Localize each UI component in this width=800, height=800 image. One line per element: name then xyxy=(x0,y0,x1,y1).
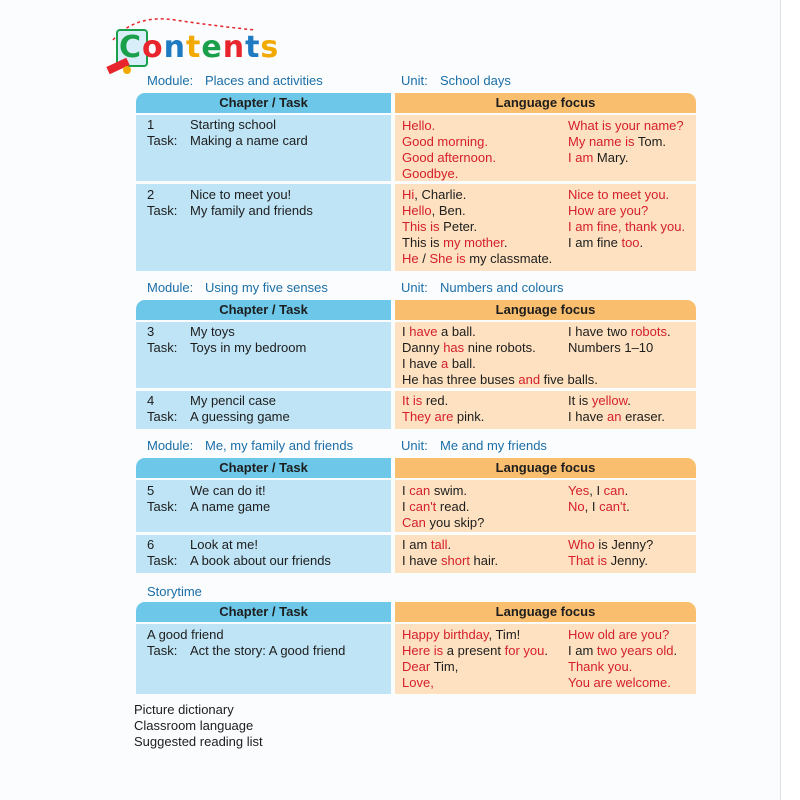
unit-row xyxy=(401,73,511,88)
focus-text: Tom. xyxy=(634,134,667,149)
title-letter: o xyxy=(142,30,164,65)
focus-text: , Charlie. xyxy=(414,187,467,202)
focus-text: you skip? xyxy=(425,515,485,530)
chapter-title: My pencil case xyxy=(190,393,276,408)
focus-line xyxy=(402,553,498,569)
focus-keyword: Happy birthday xyxy=(402,627,489,642)
focus-line xyxy=(568,499,630,515)
chapter-task-header: Chapter / Task xyxy=(136,300,391,320)
task-label: Task: xyxy=(147,643,178,658)
language-focus-header: Language focus xyxy=(395,93,696,113)
title-letter: t xyxy=(186,30,202,65)
focus-text: my classmate. xyxy=(465,251,553,266)
focus-line xyxy=(402,187,552,203)
focus-keyword: have xyxy=(409,324,438,339)
focus-keyword: How are you? xyxy=(568,203,649,218)
unit-name: Numbers and colours xyxy=(440,280,564,295)
focus-line xyxy=(402,409,484,425)
focus-line xyxy=(568,643,677,659)
focus-text: I xyxy=(402,499,410,514)
focus-line xyxy=(568,553,653,569)
focus-text: , I xyxy=(584,499,600,514)
task-name: Act the story: A good friend xyxy=(190,643,346,658)
focus-text: I have xyxy=(402,356,442,371)
focus-keyword: Nice to meet you. xyxy=(568,187,670,202)
focus-column-1 xyxy=(402,483,484,531)
focus-keyword: Here is xyxy=(402,643,444,658)
focus-keyword: Dear xyxy=(402,659,431,674)
chapter-task-header: Chapter / Task xyxy=(136,458,391,478)
chapter-number: 5 xyxy=(147,483,155,498)
focus-keyword: two years old xyxy=(596,643,674,658)
module-row xyxy=(147,73,323,88)
focus-keyword: Who xyxy=(568,537,595,552)
focus-line xyxy=(402,372,598,388)
focus-line xyxy=(402,150,496,166)
focus-column-2 xyxy=(568,118,684,166)
unit-name: Me and my friends xyxy=(440,438,547,453)
focus-column-1 xyxy=(402,187,552,267)
focus-keyword: Thank you. xyxy=(568,659,633,674)
focus-text: ball. xyxy=(448,356,476,371)
focus-keyword: This is xyxy=(402,219,440,234)
focus-line xyxy=(402,134,496,150)
module-label: Module: xyxy=(147,438,194,453)
focus-keyword: How old are you? xyxy=(568,627,670,642)
focus-line xyxy=(402,643,548,659)
focus-text: swim. xyxy=(430,483,468,498)
chapter-task-header: Chapter / Task xyxy=(136,93,391,113)
title-letter: t xyxy=(245,30,261,65)
focus-keyword: Hello xyxy=(402,203,432,218)
focus-line xyxy=(568,340,671,356)
focus-line xyxy=(568,627,677,643)
unit-name: School days xyxy=(440,73,511,88)
focus-line xyxy=(402,659,548,675)
focus-keyword: I am fine, thank you. xyxy=(568,219,686,234)
focus-keyword: Yes xyxy=(568,483,590,498)
focus-text: , Ben. xyxy=(431,203,466,218)
focus-text: . xyxy=(667,324,671,339)
focus-line xyxy=(402,537,498,553)
focus-text: . xyxy=(673,643,678,658)
focus-line xyxy=(402,627,548,643)
focus-keyword: They are xyxy=(402,409,454,424)
unit-label: Unit: xyxy=(401,280,428,295)
focus-line xyxy=(568,235,685,251)
focus-text: eraser. xyxy=(621,409,665,424)
module-name: Me, my family and friends xyxy=(205,438,354,453)
focus-line xyxy=(568,187,685,203)
task-name: My family and friends xyxy=(190,203,313,218)
chapter-title: My toys xyxy=(190,324,235,339)
focus-line xyxy=(568,219,685,235)
focus-text: Peter. xyxy=(439,219,478,234)
focus-keyword: Can xyxy=(402,515,426,530)
focus-line xyxy=(568,659,677,675)
focus-text: . xyxy=(447,537,452,552)
focus-text: I have xyxy=(402,553,442,568)
title-letter: s xyxy=(260,30,280,65)
focus-text: I am xyxy=(402,537,431,552)
focus-text: hair. xyxy=(469,553,499,568)
focus-text: I xyxy=(402,324,410,339)
focus-keyword: too xyxy=(621,235,640,250)
focus-text: I am fine xyxy=(568,235,622,250)
focus-line xyxy=(402,251,552,267)
focus-line xyxy=(402,356,598,372)
focus-line xyxy=(402,166,496,182)
module-row xyxy=(147,280,328,295)
focus-text: pink. xyxy=(453,409,485,424)
focus-text: This is xyxy=(402,235,444,250)
focus-text: . xyxy=(544,643,548,658)
chapter-task-header: Chapter / Task xyxy=(136,602,391,622)
chapter-title: Nice to meet you! xyxy=(190,187,292,202)
focus-keyword: He xyxy=(402,251,419,266)
focus-keyword: No xyxy=(568,499,585,514)
focus-line xyxy=(402,393,484,409)
focus-line xyxy=(568,675,677,691)
unit-label: Unit: xyxy=(401,438,428,453)
task-name: Toys in my bedroom xyxy=(190,340,307,355)
focus-text: Danny xyxy=(402,340,444,355)
focus-column-1 xyxy=(402,393,484,425)
focus-text: / xyxy=(418,251,430,266)
focus-column-2 xyxy=(568,324,671,356)
focus-keyword: has xyxy=(443,340,465,355)
focus-text: read. xyxy=(436,499,470,514)
focus-keyword: Good afternoon. xyxy=(402,150,496,165)
task-label: Task: xyxy=(147,203,178,218)
module-name: Places and activities xyxy=(205,73,323,88)
chapter-title: Starting school xyxy=(190,117,276,132)
module-row xyxy=(147,438,353,453)
title-letter: C xyxy=(119,30,143,65)
task-label: Task: xyxy=(147,340,178,355)
focus-text: He has three buses xyxy=(402,372,519,387)
storytime-title: Storytime xyxy=(147,584,202,599)
focus-text: five balls. xyxy=(540,372,598,387)
focus-line xyxy=(568,537,653,553)
focus-text: . xyxy=(627,393,631,408)
focus-line xyxy=(568,483,630,499)
title-letter: e xyxy=(201,30,223,65)
language-focus-header: Language focus xyxy=(395,458,696,478)
module-label: Module: xyxy=(147,280,194,295)
focus-keyword: That is xyxy=(568,553,608,568)
focus-keyword: Good morning. xyxy=(402,134,488,149)
focus-line xyxy=(568,409,665,425)
task-label: Task: xyxy=(147,499,178,514)
unit-label: Unit: xyxy=(401,73,428,88)
focus-line xyxy=(568,118,684,134)
title-letter: n xyxy=(222,30,246,65)
focus-text: . xyxy=(626,499,630,514)
focus-keyword: I am xyxy=(568,150,594,165)
focus-keyword: What is your name? xyxy=(568,118,684,133)
focus-text: Mary. xyxy=(593,150,629,165)
task-label: Task: xyxy=(147,553,178,568)
focus-keyword: can't xyxy=(409,499,437,514)
focus-keyword: a xyxy=(441,356,449,371)
contents-title xyxy=(119,30,279,65)
focus-line xyxy=(402,118,496,134)
focus-keyword: for you xyxy=(504,643,545,658)
focus-column-1 xyxy=(402,627,548,691)
focus-line xyxy=(402,499,484,515)
focus-keyword: and xyxy=(518,372,541,387)
focus-text: I have two xyxy=(568,324,631,339)
focus-text: . xyxy=(503,235,508,250)
focus-text: nine robots. xyxy=(464,340,536,355)
focus-line xyxy=(402,203,552,219)
unit-row xyxy=(401,438,547,453)
task-name: Making a name card xyxy=(190,133,308,148)
chapter-title: Look at me! xyxy=(190,537,258,552)
focus-line xyxy=(402,483,484,499)
focus-column-2 xyxy=(568,483,630,515)
bottom-link-suggested-reading[interactable]: Suggested reading list xyxy=(134,734,263,749)
unit-row xyxy=(401,280,564,295)
focus-text: a present xyxy=(443,643,505,658)
focus-text: red. xyxy=(422,393,449,408)
focus-column-2 xyxy=(568,627,677,691)
focus-text: . xyxy=(624,483,629,498)
focus-text: I xyxy=(402,483,410,498)
language-focus-header: Language focus xyxy=(395,602,696,622)
focus-keyword: Hi xyxy=(402,187,415,202)
focus-keyword: Goodbye. xyxy=(402,166,459,181)
focus-keyword: You are welcome. xyxy=(568,675,671,690)
focus-column-1 xyxy=(402,118,496,182)
language-focus-header: Language focus xyxy=(395,300,696,320)
chapter-title: We can do it! xyxy=(190,483,266,498)
focus-line xyxy=(402,515,484,531)
focus-keyword: robots xyxy=(630,324,668,339)
focus-line xyxy=(402,675,548,691)
focus-line xyxy=(402,235,552,251)
focus-text: Jenny. xyxy=(607,553,648,568)
focus-text: is Jenny? xyxy=(594,537,654,552)
focus-column-2 xyxy=(568,393,665,425)
task-name: A book about our friends xyxy=(190,553,331,568)
title-letter: n xyxy=(163,30,187,65)
bottom-link-classroom-language[interactable]: Classroom language xyxy=(134,718,254,733)
focus-line xyxy=(568,203,685,219)
focus-text: , Tim! xyxy=(488,627,521,642)
focus-keyword: an xyxy=(607,409,622,424)
focus-text: , I xyxy=(589,483,604,498)
chapter-number: 2 xyxy=(147,187,155,202)
focus-keyword: Hello. xyxy=(402,118,436,133)
focus-keyword: can xyxy=(603,483,625,498)
focus-keyword: It is xyxy=(402,393,423,408)
chapter-number: 3 xyxy=(147,324,155,339)
focus-line xyxy=(568,134,684,150)
focus-text: . xyxy=(639,235,644,250)
chapter-number: 1 xyxy=(147,117,155,132)
focus-text: a ball. xyxy=(437,324,476,339)
module-name: Using my five senses xyxy=(205,280,328,295)
focus-line xyxy=(568,150,684,166)
focus-keyword: She is xyxy=(429,251,466,266)
task-name: A guessing game xyxy=(190,409,290,424)
focus-line xyxy=(402,219,552,235)
focus-keyword: My name is xyxy=(568,134,635,149)
focus-keyword: yellow xyxy=(591,393,628,408)
task-label: Task: xyxy=(147,133,178,148)
focus-text: I have xyxy=(568,409,608,424)
chapter-number: 4 xyxy=(147,393,155,408)
focus-text: I am xyxy=(568,643,597,658)
task-label: Task: xyxy=(147,409,178,424)
chapter-number: 6 xyxy=(147,537,155,552)
focus-column-2 xyxy=(568,187,685,251)
focus-column-1 xyxy=(402,537,498,569)
focus-keyword: can xyxy=(409,483,431,498)
focus-keyword: can't xyxy=(599,499,627,514)
story-title: A good friend xyxy=(147,627,224,642)
focus-line xyxy=(568,393,665,409)
task-name: A name game xyxy=(190,499,271,514)
focus-keyword: my mother xyxy=(443,235,504,250)
focus-line xyxy=(568,324,671,340)
focus-text: It is xyxy=(568,393,592,408)
focus-keyword: short xyxy=(441,553,470,568)
bottom-link-picture-dictionary[interactable]: Picture dictionary xyxy=(134,702,234,717)
focus-text: Numbers 1–10 xyxy=(568,340,654,355)
module-label: Module: xyxy=(147,73,194,88)
focus-column-2 xyxy=(568,537,653,569)
focus-keyword: Love, xyxy=(402,675,434,690)
focus-text: Tim, xyxy=(430,659,459,674)
focus-keyword: tall xyxy=(430,537,448,552)
